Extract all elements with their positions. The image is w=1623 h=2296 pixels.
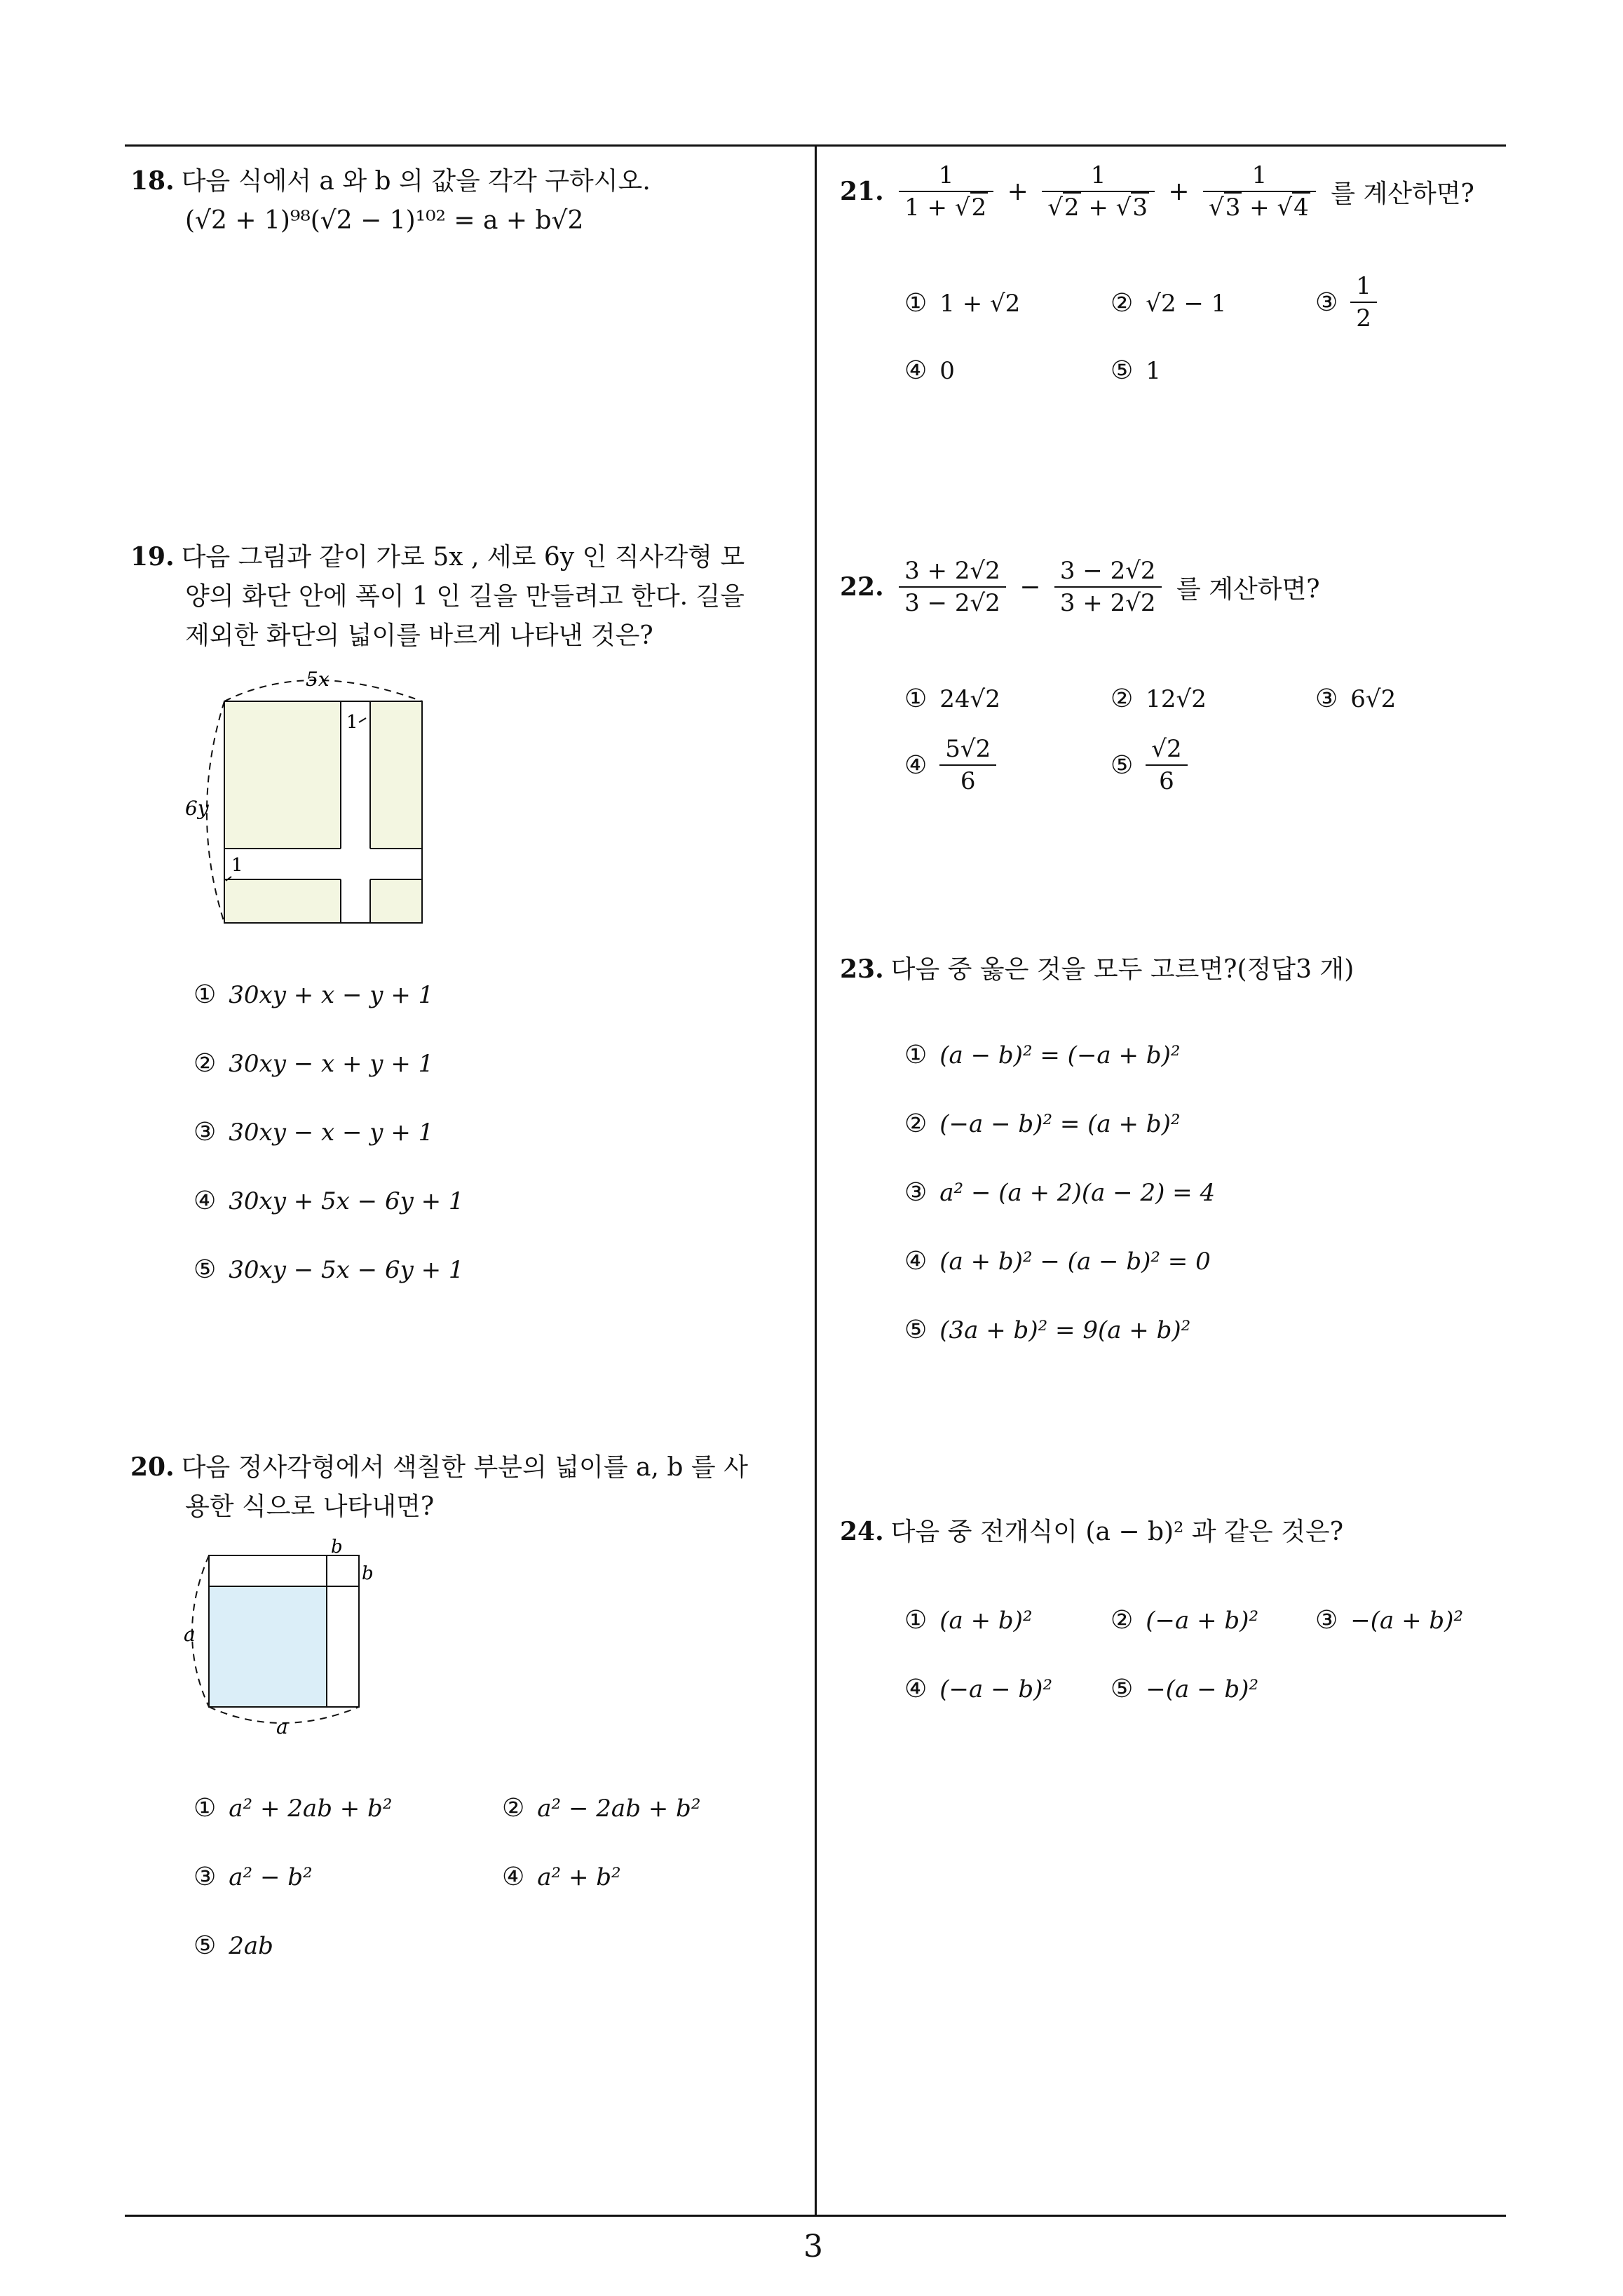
option-3[interactable]: ③ a² − (a + 2)(a − 2) = 4: [904, 1178, 1216, 1207]
fraction-3: $\frac{1}{√3 + √4}$: [1203, 160, 1316, 223]
fraction-1: $\frac{3 + 2√2}{3 - 2√2}$: [899, 555, 1006, 619]
option-5[interactable]: ⑤ −(a − b)²: [1111, 1675, 1259, 1703]
option-1[interactable]: ① 24√2: [904, 684, 1000, 713]
option-1[interactable]: ① a² + 2ab + b²: [193, 1794, 393, 1823]
fraction-1: $\frac{1}{1 + √2}$: [899, 160, 993, 223]
option-5[interactable]: ⑤ $\frac{√2}{6}$: [1111, 734, 1188, 797]
b-label-side: b: [362, 1563, 374, 1584]
option-4[interactable]: ④ (a + b)² − (a − b)² = 0: [904, 1247, 1211, 1276]
option-3[interactable]: ③ $\frac{1}{2}$: [1315, 271, 1377, 334]
path-width-label-top: 1: [346, 712, 358, 733]
option-1[interactable]: ① (a − b)² = (−a + b)²: [904, 1041, 1181, 1069]
width-label: 5x: [306, 668, 330, 691]
height-label: 6y: [185, 797, 209, 820]
question-text-line-1: 다음 그림과 같이 가로 5x , 세로 6y 인 직사각형 모: [181, 543, 745, 572]
option-2[interactable]: ② (−a + b)²: [1111, 1606, 1259, 1635]
question-text: 다음 중 옳은 것을 모두 고르면?(정답3 개): [890, 955, 1354, 984]
question-23: [840, 950, 1354, 990]
question-22: 22. $\frac{3 + 2√2}{3 - 2√2}$ − $\frac{3 - 2√2}{3 + 2√2}$ 를 계산하면?: [840, 557, 1320, 617]
side-label: a: [184, 1623, 196, 1646]
shaded-region: [209, 1586, 327, 1707]
column-divider: [815, 144, 817, 2216]
question-number: 19.: [130, 542, 175, 572]
bottom-label: a: [276, 1715, 288, 1738]
garden-figure: [175, 666, 442, 933]
question-text-line-2: 용한 식으로 나타내면?: [185, 1492, 435, 1521]
option-5[interactable]: ⑤ (3a + b)² = 9(a + b)²: [904, 1316, 1191, 1344]
question-number: 20.: [130, 1452, 175, 1482]
question-text-line-1: 다음 정사각형에서 색칠한 부분의 넓이를 a, b 를 사: [181, 1453, 748, 1482]
question-21: 21. $\frac{1}{1 + √2}$ + $\frac{1}{√2 + √3}$ + $\frac{1}{√3 + √4}$ 를 계산하면?: [840, 161, 1474, 222]
option-5[interactable]: ⑤ 1: [1111, 356, 1161, 385]
option-2[interactable]: ② (−a − b)² = (a + b)²: [904, 1109, 1181, 1138]
option-5[interactable]: ⑤ 30xy − 5x − 6y + 1: [193, 1255, 464, 1284]
question-text: 다음 중 전개식이 (a − b)² 과 같은 것은?: [890, 1518, 1343, 1546]
question-number: 23.: [840, 954, 884, 984]
fraction-2: $\frac{3 - 2√2}{3 + 2√2}$: [1054, 555, 1162, 619]
question-text: 다음 식에서 a 와 b 의 값을 각각 구하시오.: [181, 167, 651, 196]
option-5[interactable]: ⑤ 2ab: [193, 1931, 273, 1960]
option-4[interactable]: ④ (−a − b)²: [904, 1675, 1053, 1703]
option-3[interactable]: ③ 30xy − x − y + 1: [193, 1118, 434, 1147]
question-number: 21.: [840, 177, 884, 206]
fraction-2: $\frac{1}{√2 + √3}$: [1042, 160, 1155, 223]
option-4[interactable]: ④ 0: [904, 356, 955, 385]
question-number: 24.: [840, 1517, 884, 1546]
option-1[interactable]: ① 30xy + x − y + 1: [193, 980, 434, 1009]
question-19: [130, 537, 745, 656]
question-text-line-2: 양의 화단 안에 폭이 1 인 길을 만들려고 한다. 길을: [185, 582, 745, 611]
option-2[interactable]: ② 12√2: [1111, 684, 1207, 713]
garden-rect: [224, 701, 422, 923]
question-18: [130, 161, 651, 241]
page-number: 3: [803, 2229, 823, 2264]
option-3[interactable]: ③ a² − b²: [193, 1863, 313, 1891]
question-number: 18.: [130, 166, 175, 196]
option-4[interactable]: ④ 30xy + 5x − 6y + 1: [193, 1187, 464, 1215]
question-number: 22.: [840, 572, 884, 602]
question-24: [840, 1512, 1343, 1552]
option-1[interactable]: ① 1 + √2: [904, 289, 1021, 318]
option-2[interactable]: ② a² − 2ab + b²: [502, 1794, 701, 1823]
option-3[interactable]: ③ 6√2: [1315, 684, 1397, 713]
option-2[interactable]: ② 30xy − x + y + 1: [193, 1049, 434, 1078]
b-label-top: b: [331, 1537, 343, 1558]
question-text-line-3: 제외한 화단의 넓이를 바르게 나타낸 것은?: [185, 621, 653, 650]
option-2[interactable]: ② √2 − 1: [1111, 289, 1227, 318]
option-1[interactable]: ① (a + b)²: [904, 1606, 1033, 1635]
path-width-label-left: 1: [231, 855, 243, 876]
square-figure: [175, 1529, 400, 1739]
question-20: [130, 1447, 748, 1527]
option-4[interactable]: ④ a² + b²: [502, 1863, 621, 1891]
vertical-path: [341, 701, 370, 923]
option-4[interactable]: ④ $\frac{5√2}{6}$: [904, 734, 996, 797]
option-3[interactable]: ③ −(a + b)²: [1315, 1606, 1464, 1635]
question-expression: (√2 + 1)⁹⁸(√2 − 1)¹⁰² = a + b√2: [185, 206, 584, 235]
horizontal-path: [224, 849, 422, 879]
bottom-rule: [125, 2215, 1506, 2217]
